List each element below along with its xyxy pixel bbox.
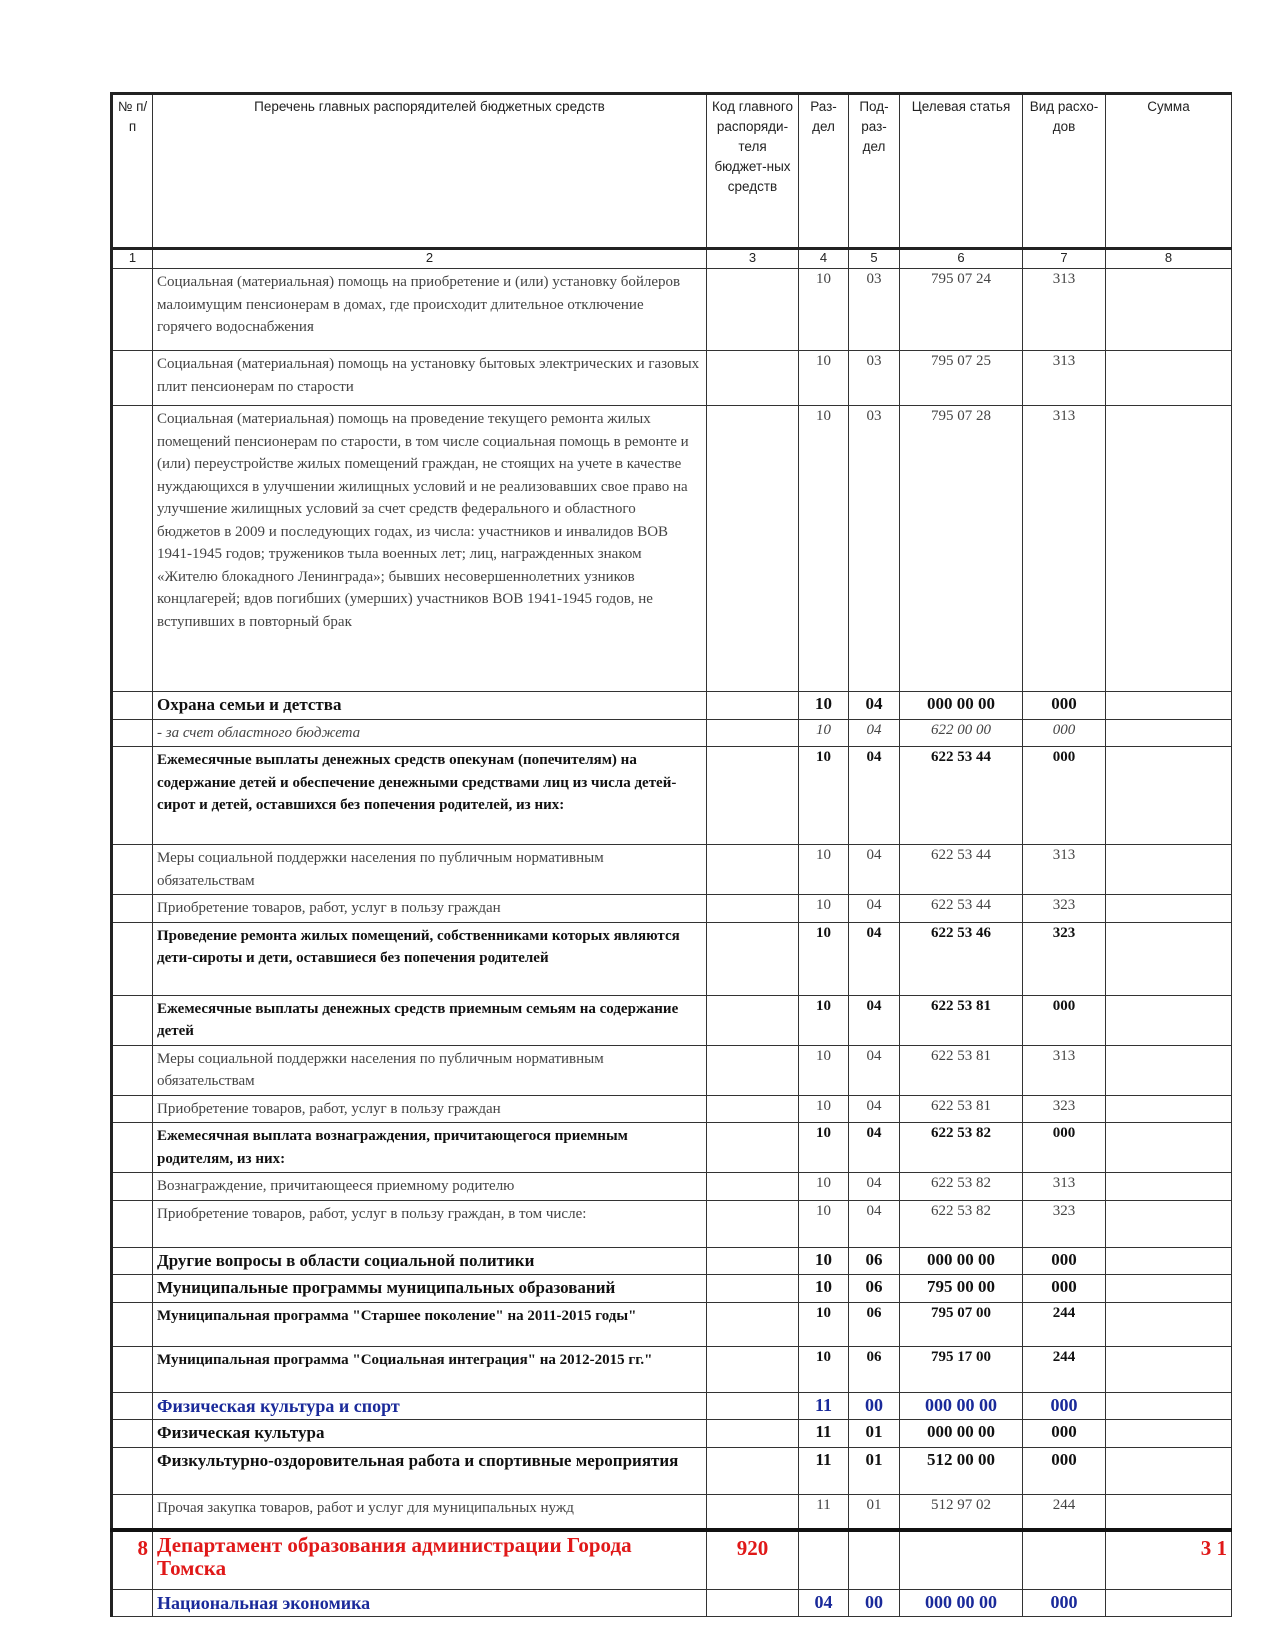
row-razdel: 10 xyxy=(799,1346,849,1392)
row-sum xyxy=(1106,406,1232,692)
row-code xyxy=(707,1420,799,1448)
row-razdel: 10 xyxy=(799,1123,849,1173)
row-razdel: 10 xyxy=(799,1302,849,1346)
row-razdel: 10 xyxy=(799,1200,849,1247)
row-code xyxy=(707,406,799,692)
table-row xyxy=(112,1200,1232,1247)
row-type: 000 xyxy=(1023,1275,1106,1303)
table-row xyxy=(112,1045,1232,1095)
table-row xyxy=(112,895,1232,923)
row-type: 244 xyxy=(1023,1302,1106,1346)
column-number: 5 xyxy=(849,249,900,269)
table-row xyxy=(112,1123,1232,1173)
row-target: 512 97 02 xyxy=(900,1494,1023,1530)
row-sum xyxy=(1106,895,1232,923)
row-sum xyxy=(1106,747,1232,845)
row-podrazdel: 03 xyxy=(849,351,900,406)
row-podrazdel: 00 xyxy=(849,1589,900,1617)
table-row xyxy=(112,1173,1232,1201)
row-type: 313 xyxy=(1023,1173,1106,1201)
row-podrazdel: 06 xyxy=(849,1346,900,1392)
row-name: Ежемесячная выплата вознаграждения, причитающегося приемным родителям, из них: xyxy=(153,1123,707,1173)
row-name: Другие вопросы в области социальной политики xyxy=(153,1247,707,1275)
row-target: 622 00 00 xyxy=(900,719,1023,747)
row-sum xyxy=(1106,1494,1232,1530)
row-name: Охрана семьи и детства xyxy=(153,692,707,720)
row-podrazdel: 04 xyxy=(849,747,900,845)
row-podrazdel: 03 xyxy=(849,269,900,351)
column-number: 2 xyxy=(153,249,707,269)
column-number: 4 xyxy=(799,249,849,269)
row-podrazdel: 06 xyxy=(849,1275,900,1303)
row-number xyxy=(112,1200,153,1247)
row-number xyxy=(112,1346,153,1392)
row-code xyxy=(707,1589,799,1617)
row-type: 313 xyxy=(1023,1045,1106,1095)
row-type xyxy=(1023,1530,1106,1589)
row-number xyxy=(112,1045,153,1095)
table-row xyxy=(112,269,1232,351)
row-number xyxy=(112,1123,153,1173)
table-row xyxy=(112,692,1232,720)
row-target: 622 53 44 xyxy=(900,895,1023,923)
row-razdel: 10 xyxy=(799,1275,849,1303)
header-sum: Сумма xyxy=(1106,94,1232,249)
row-podrazdel: 03 xyxy=(849,406,900,692)
row-code xyxy=(707,1095,799,1123)
row-podrazdel: 01 xyxy=(849,1494,900,1530)
row-number xyxy=(112,922,153,995)
row-podrazdel: 04 xyxy=(849,719,900,747)
row-target: 795 07 24 xyxy=(900,269,1023,351)
row-target: 000 00 00 xyxy=(900,1247,1023,1275)
row-name: Муниципальная программа "Социальная интеграция" на 2012-2015 гг." xyxy=(153,1346,707,1392)
row-podrazdel: 04 xyxy=(849,1095,900,1123)
row-razdel: 10 xyxy=(799,895,849,923)
header-number: № п/п xyxy=(112,94,153,249)
table-row xyxy=(112,1589,1232,1617)
table-row xyxy=(112,922,1232,995)
row-number: 8 xyxy=(112,1530,153,1589)
table-row xyxy=(112,719,1232,747)
row-name: - за счет областного бюджета xyxy=(153,719,707,747)
table-row xyxy=(112,351,1232,406)
row-type: 000 xyxy=(1023,1420,1106,1448)
row-podrazdel: 06 xyxy=(849,1247,900,1275)
table-row xyxy=(112,1275,1232,1303)
row-podrazdel: 06 xyxy=(849,1302,900,1346)
row-name: Муниципальная программа "Старшее поколение" на 2011-2015 годы" xyxy=(153,1302,707,1346)
row-target: 795 00 00 xyxy=(900,1275,1023,1303)
row-razdel: 10 xyxy=(799,1173,849,1201)
row-number xyxy=(112,845,153,895)
row-code xyxy=(707,1247,799,1275)
row-name: Приобретение товаров, работ, услуг в пользу граждан xyxy=(153,895,707,923)
header-type: Вид расхо-дов xyxy=(1023,94,1106,249)
row-name: Прочая закупка товаров, работ и услуг для муниципальных нужд xyxy=(153,1494,707,1530)
row-razdel: 10 xyxy=(799,1045,849,1095)
row-target: 622 53 82 xyxy=(900,1173,1023,1201)
row-type: 000 xyxy=(1023,1247,1106,1275)
row-type: 000 xyxy=(1023,1123,1106,1173)
row-razdel: 10 xyxy=(799,351,849,406)
row-target: 000 00 00 xyxy=(900,1392,1023,1420)
row-razdel: 10 xyxy=(799,1095,849,1123)
row-podrazdel xyxy=(849,1530,900,1589)
row-target: 622 53 82 xyxy=(900,1200,1023,1247)
row-podrazdel: 04 xyxy=(849,1173,900,1201)
row-code xyxy=(707,995,799,1045)
row-number xyxy=(112,269,153,351)
row-code xyxy=(707,1123,799,1173)
row-razdel: 10 xyxy=(799,1247,849,1275)
row-sum xyxy=(1106,1173,1232,1201)
row-code xyxy=(707,1447,799,1494)
row-code xyxy=(707,747,799,845)
row-podrazdel: 01 xyxy=(849,1420,900,1448)
row-sum xyxy=(1106,922,1232,995)
table-row xyxy=(112,1420,1232,1448)
row-name: Меры социальной поддержки населения по публичным нормативным обязательствам xyxy=(153,1045,707,1095)
row-sum xyxy=(1106,1420,1232,1448)
row-number xyxy=(112,995,153,1045)
row-target: 622 53 44 xyxy=(900,747,1023,845)
table-row xyxy=(112,747,1232,845)
row-podrazdel: 01 xyxy=(849,1447,900,1494)
budget-table xyxy=(110,92,1232,1617)
row-code xyxy=(707,1302,799,1346)
row-code: 920 xyxy=(707,1530,799,1589)
row-name: Физическая культура и спорт xyxy=(153,1392,707,1420)
row-number xyxy=(112,1173,153,1201)
column-number: 1 xyxy=(112,249,153,269)
row-target: 795 17 00 xyxy=(900,1346,1023,1392)
row-name: Социальная (материальная) помощь на установку бытовых электрических и газовых плит пенсионерам по старости xyxy=(153,351,707,406)
row-type: 323 xyxy=(1023,1095,1106,1123)
row-number xyxy=(112,1247,153,1275)
row-sum xyxy=(1106,692,1232,720)
row-target: 000 00 00 xyxy=(900,692,1023,720)
row-type: 000 xyxy=(1023,747,1106,845)
row-name: Муниципальные программы муниципальных образований xyxy=(153,1275,707,1303)
row-number xyxy=(112,747,153,845)
row-type: 323 xyxy=(1023,895,1106,923)
column-number: 3 xyxy=(707,249,799,269)
row-sum xyxy=(1106,995,1232,1045)
row-target: 622 53 82 xyxy=(900,1123,1023,1173)
row-number xyxy=(112,895,153,923)
row-name: Ежемесячные выплаты денежных средств опекунам (попечителям) на содержание детей и обеспечение денежными средствами лиц из числа детей-сирот и детей, оставшихся без попечения родителей, из них: xyxy=(153,747,707,845)
row-razdel: 10 xyxy=(799,747,849,845)
row-sum xyxy=(1106,1346,1232,1392)
row-sum xyxy=(1106,1302,1232,1346)
row-podrazdel: 04 xyxy=(849,995,900,1045)
row-type: 323 xyxy=(1023,1200,1106,1247)
row-target: 000 00 00 xyxy=(900,1589,1023,1617)
row-type: 000 xyxy=(1023,1392,1106,1420)
table-row xyxy=(112,1392,1232,1420)
row-razdel: 10 xyxy=(799,406,849,692)
row-razdel: 10 xyxy=(799,719,849,747)
row-number xyxy=(112,351,153,406)
row-number xyxy=(112,1494,153,1530)
row-target: 795 07 28 xyxy=(900,406,1023,692)
row-sum xyxy=(1106,1045,1232,1095)
table-row xyxy=(112,1494,1232,1530)
table-body xyxy=(112,269,1232,1617)
table-row xyxy=(112,1346,1232,1392)
row-number xyxy=(112,692,153,720)
row-type: 313 xyxy=(1023,351,1106,406)
row-name: Приобретение товаров, работ, услуг в пользу граждан xyxy=(153,1095,707,1123)
row-podrazdel: 04 xyxy=(849,692,900,720)
row-name: Меры социальной поддержки населения по публичным нормативным обязательствам xyxy=(153,845,707,895)
row-target: 622 53 46 xyxy=(900,922,1023,995)
row-type: 000 xyxy=(1023,1447,1106,1494)
row-sum xyxy=(1106,719,1232,747)
row-type: 000 xyxy=(1023,995,1106,1045)
budget-table-container xyxy=(110,92,1227,1617)
column-number: 6 xyxy=(900,249,1023,269)
row-name: Департамент образования администрации Города Томска xyxy=(153,1530,707,1589)
column-number: 7 xyxy=(1023,249,1106,269)
table-row xyxy=(112,1247,1232,1275)
row-razdel: 04 xyxy=(799,1589,849,1617)
row-target: 622 53 44 xyxy=(900,845,1023,895)
row-podrazdel: 04 xyxy=(849,1200,900,1247)
row-number xyxy=(112,1589,153,1617)
row-podrazdel: 04 xyxy=(849,1123,900,1173)
row-target: 000 00 00 xyxy=(900,1420,1023,1448)
row-code xyxy=(707,1494,799,1530)
row-number xyxy=(112,1447,153,1494)
row-sum xyxy=(1106,269,1232,351)
row-target: 795 07 25 xyxy=(900,351,1023,406)
row-type: 244 xyxy=(1023,1346,1106,1392)
table-row xyxy=(112,1302,1232,1346)
row-code xyxy=(707,845,799,895)
row-name: Социальная (материальная) помощь на приобретение и (или) установку бойлеров малоимущим пенсионерам в домах, где происходит длительное отключение горячего водоснабжения xyxy=(153,269,707,351)
row-target: 622 53 81 xyxy=(900,995,1023,1045)
row-code xyxy=(707,1392,799,1420)
row-number xyxy=(112,719,153,747)
row-razdel: 11 xyxy=(799,1494,849,1530)
row-sum xyxy=(1106,1392,1232,1420)
row-podrazdel: 04 xyxy=(849,845,900,895)
table-row xyxy=(112,406,1232,692)
row-code xyxy=(707,1275,799,1303)
row-sum xyxy=(1106,351,1232,406)
row-type: 313 xyxy=(1023,406,1106,692)
row-type: 000 xyxy=(1023,1589,1106,1617)
header-razdel: Раз-дел xyxy=(799,94,849,249)
row-sum xyxy=(1106,1247,1232,1275)
row-name: Приобретение товаров, работ, услуг в пользу граждан, в том числе: xyxy=(153,1200,707,1247)
row-razdel: 11 xyxy=(799,1392,849,1420)
header-code: Код главного распоряди-теля бюджет-ных средств xyxy=(707,94,799,249)
table-row xyxy=(112,1530,1232,1589)
row-podrazdel: 00 xyxy=(849,1392,900,1420)
row-sum xyxy=(1106,1589,1232,1617)
row-target: 512 00 00 xyxy=(900,1447,1023,1494)
row-razdel: 11 xyxy=(799,1447,849,1494)
row-razdel: 10 xyxy=(799,995,849,1045)
row-razdel: 10 xyxy=(799,845,849,895)
row-target xyxy=(900,1530,1023,1589)
row-podrazdel: 04 xyxy=(849,922,900,995)
row-number xyxy=(112,1275,153,1303)
table-row xyxy=(112,1447,1232,1494)
row-razdel: 11 xyxy=(799,1420,849,1448)
header-target: Целевая статья xyxy=(900,94,1023,249)
row-code xyxy=(707,922,799,995)
row-code xyxy=(707,1200,799,1247)
table-row xyxy=(112,995,1232,1045)
row-target: 622 53 81 xyxy=(900,1045,1023,1095)
table-row xyxy=(112,1095,1232,1123)
row-number xyxy=(112,1302,153,1346)
row-name: Вознаграждение, причитающееся приемному родителю xyxy=(153,1173,707,1201)
row-razdel: 10 xyxy=(799,922,849,995)
row-sum xyxy=(1106,1123,1232,1173)
row-name: Ежемесячные выплаты денежных средств приемным семьям на содержание детей xyxy=(153,995,707,1045)
row-code xyxy=(707,269,799,351)
table-row xyxy=(112,845,1232,895)
row-sum xyxy=(1106,1447,1232,1494)
row-type: 244 xyxy=(1023,1494,1106,1530)
column-number: 8 xyxy=(1106,249,1232,269)
row-number xyxy=(112,406,153,692)
row-razdel xyxy=(799,1530,849,1589)
row-target: 622 53 81 xyxy=(900,1095,1023,1123)
row-code xyxy=(707,351,799,406)
row-sum: 3 1 xyxy=(1106,1530,1232,1589)
row-podrazdel: 04 xyxy=(849,895,900,923)
header-podrazdel: Под-раз-дел xyxy=(849,94,900,249)
row-code xyxy=(707,895,799,923)
row-code xyxy=(707,719,799,747)
row-number xyxy=(112,1392,153,1420)
row-razdel: 10 xyxy=(799,269,849,351)
row-target: 795 07 00 xyxy=(900,1302,1023,1346)
row-number xyxy=(112,1420,153,1448)
row-sum xyxy=(1106,1095,1232,1123)
row-sum xyxy=(1106,1275,1232,1303)
row-name: Проведение ремонта жилых помещений, собственниками которых являются дети-сироты и дети, оставшиеся без попечения родителей xyxy=(153,922,707,995)
row-type: 000 xyxy=(1023,692,1106,720)
row-name: Социальная (материальная) помощь на проведение текущего ремонта жилых помещений пенсионерам по старости, в том числе социальная помощь в ремонте и (или) переустройстве жилых помещений граждан, не стоящих на учете в качестве нуждающихся в улучшении жилищных условий и не реализовавших свое право на улучшение жилищных условий за счет средств федерального и областного бюджетов в 2009 и последующих годах, из числа: участников и инвалидов ВОВ 1941-1945 годов; тружеников тыла военных лет; лиц, награжденных знаком «Жителю блокадного Ленинграда»; бывших несовершеннолетних узников концлагерей; вдов погибших (умерших) участников ВОВ 1941-1945 годов, не вступивших в повторный брак xyxy=(153,406,707,692)
row-type: 313 xyxy=(1023,269,1106,351)
row-name: Физкультурно-оздоровительная работа и спортивные мероприятия xyxy=(153,1447,707,1494)
row-type: 000 xyxy=(1023,719,1106,747)
row-razdel: 10 xyxy=(799,692,849,720)
row-code xyxy=(707,692,799,720)
row-podrazdel: 04 xyxy=(849,1045,900,1095)
header-name: Перечень главных распорядителей бюджетных средств xyxy=(153,94,707,249)
row-sum xyxy=(1106,845,1232,895)
row-number xyxy=(112,1095,153,1123)
row-code xyxy=(707,1173,799,1201)
row-sum xyxy=(1106,1200,1232,1247)
row-type: 313 xyxy=(1023,845,1106,895)
row-name: Национальная экономика xyxy=(153,1589,707,1617)
row-name: Физическая культура xyxy=(153,1420,707,1448)
row-code xyxy=(707,1045,799,1095)
row-code xyxy=(707,1346,799,1392)
row-type: 323 xyxy=(1023,922,1106,995)
